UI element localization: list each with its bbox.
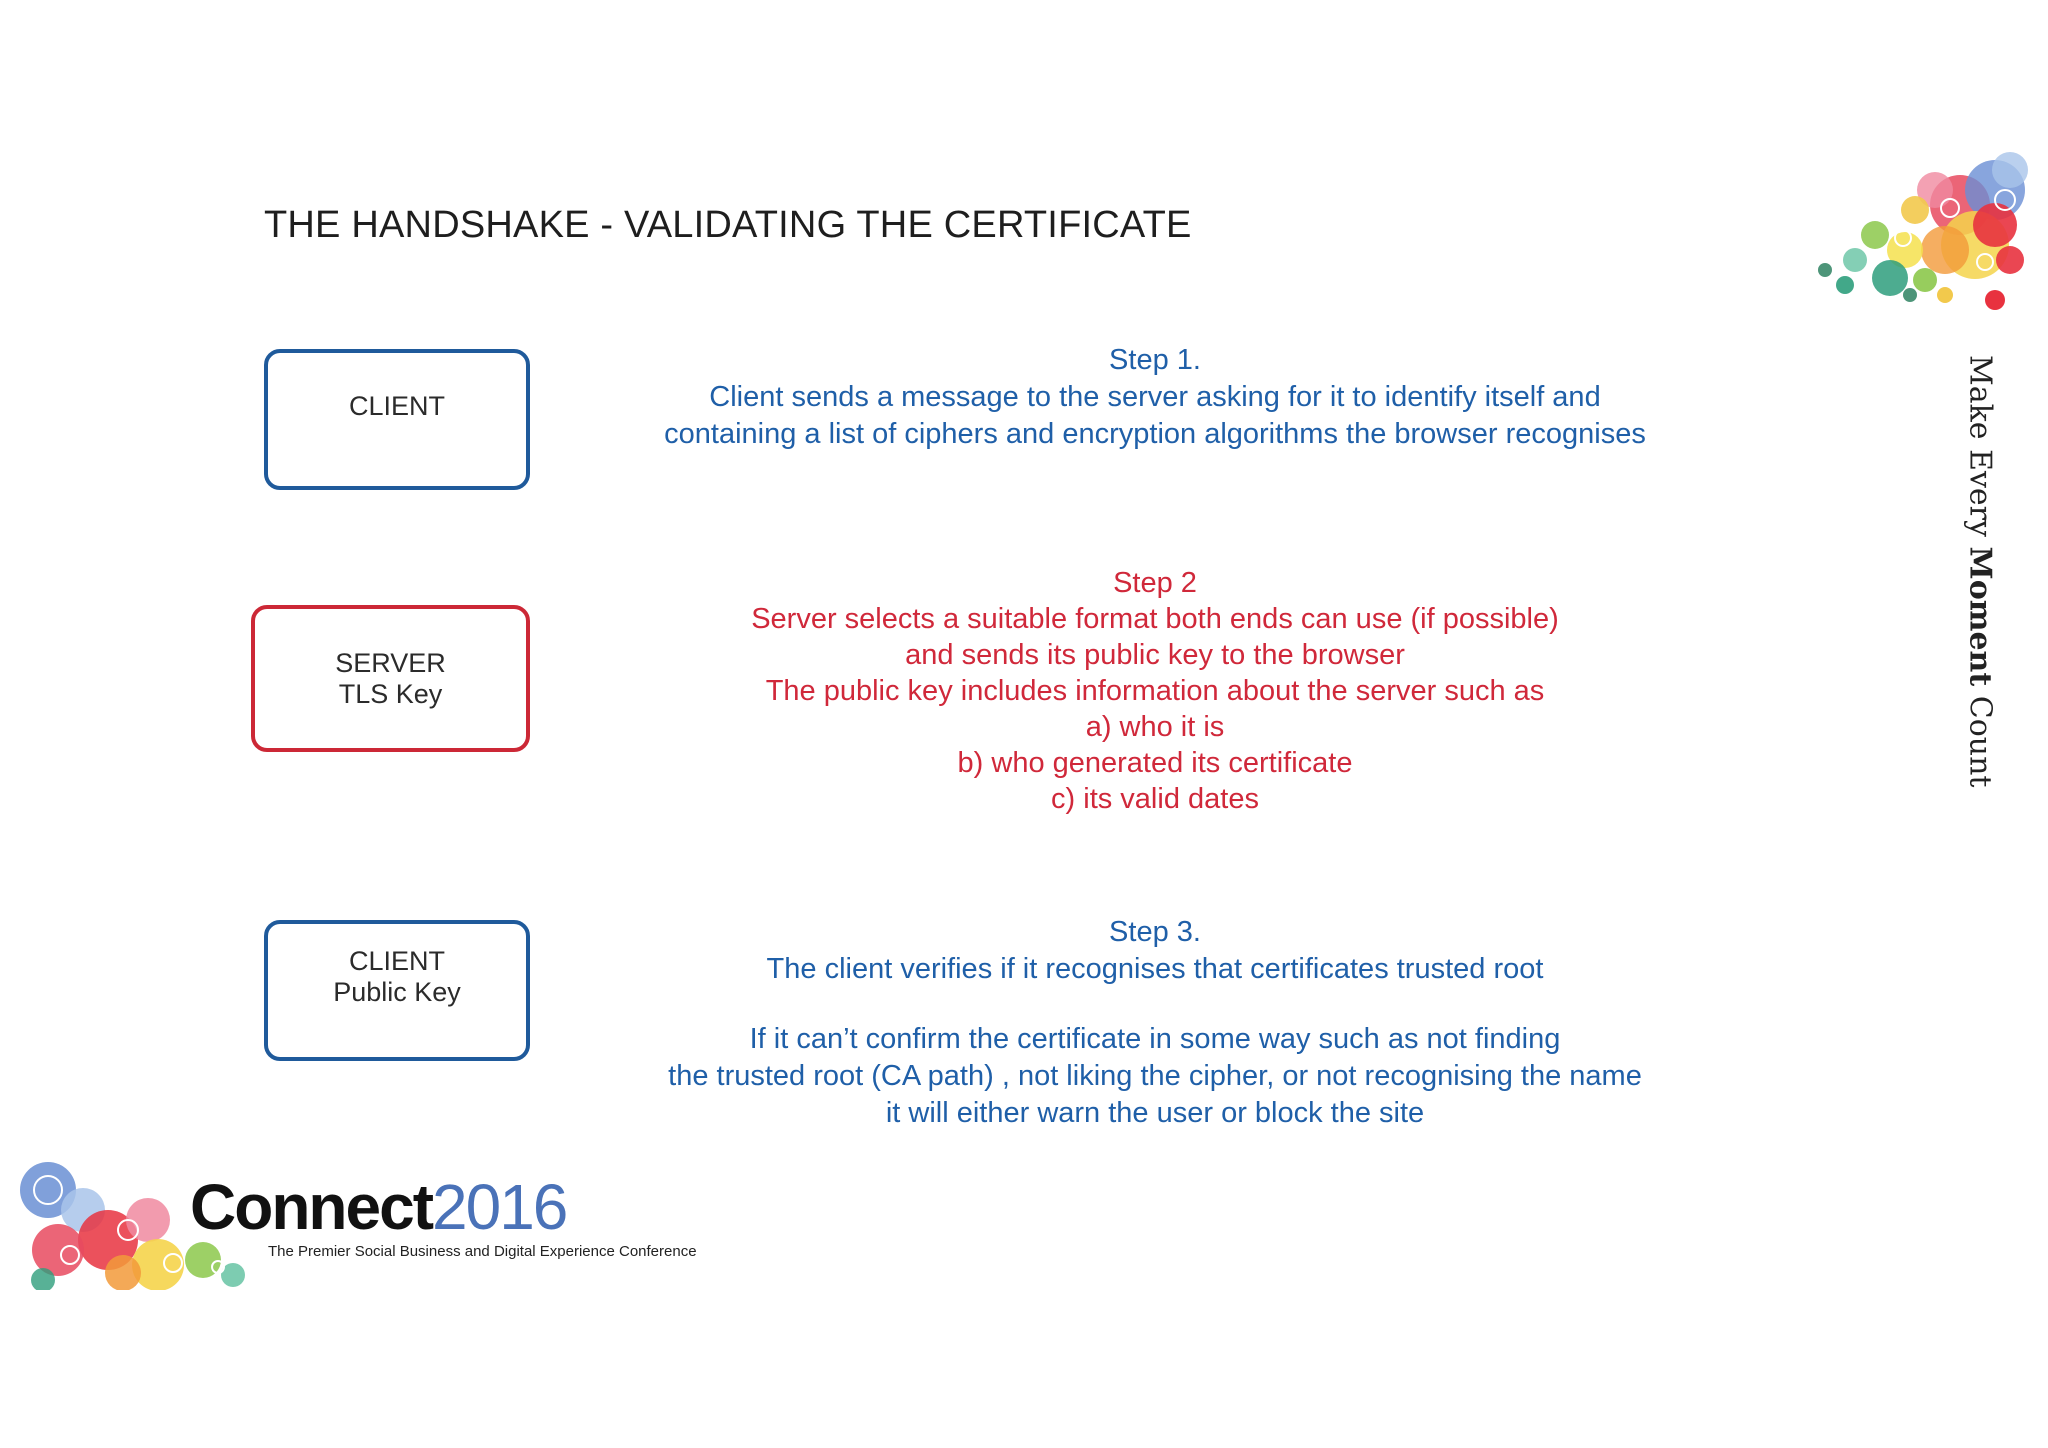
step-2-line: a) who it is bbox=[1085, 711, 1225, 743]
logo-year: 2016 bbox=[432, 1171, 567, 1243]
client-box bbox=[264, 349, 530, 490]
client-public-key-box bbox=[264, 920, 530, 1061]
step-2-line: and sends its public key to the browser bbox=[905, 639, 1405, 671]
step-2-heading: Step 2 bbox=[1113, 567, 1197, 599]
step-2-text bbox=[620, 565, 1690, 817]
step-3-line: If it can’t confirm the certificate in some way such as not finding bbox=[749, 1023, 1561, 1055]
logo-brand: Connect bbox=[190, 1171, 432, 1243]
client-key-box-sublabel: Public Key bbox=[333, 977, 461, 1007]
decorative-bubbles-top-right bbox=[1795, 150, 2035, 320]
vertical-tagline-text bbox=[1963, 355, 1998, 787]
step-1-line: containing a list of ciphers and encryption algorithms the browser recognises bbox=[664, 418, 1646, 450]
tagline-part: Make Every bbox=[1962, 355, 1998, 547]
tagline-bold: Moment bbox=[1962, 546, 1998, 687]
server-box-label: SERVER bbox=[335, 647, 446, 678]
step-3-line: The client verifies if it recognises that certificates trusted root bbox=[766, 953, 1544, 985]
server-box-sublabel: TLS Key bbox=[338, 678, 443, 709]
step-1-line: Client sends a message to the server asking for it to identify itself and bbox=[709, 381, 1601, 413]
step-3-text bbox=[620, 914, 1690, 1132]
step-1-text bbox=[620, 342, 1690, 453]
step-3-heading: Step 3. bbox=[1109, 916, 1201, 948]
step-3-line: it will either warn the user or block the site bbox=[885, 1097, 1425, 1129]
step-3-line: the trusted root (CA path) , not liking the cipher, or not recognising the name bbox=[668, 1060, 1642, 1092]
slide-title: THE HANDSHAKE - VALIDATING THE CERTIFICATE bbox=[264, 204, 1192, 246]
conference-tagline: The Premier Social Business and Digital Experience Conference bbox=[268, 1243, 697, 1260]
step-2-line: c) its valid dates bbox=[1051, 783, 1259, 815]
step-1-heading: Step 1. bbox=[1109, 344, 1201, 376]
vertical-tagline bbox=[1950, 355, 2010, 788]
connect-2016-logo bbox=[190, 1170, 566, 1244]
client-key-box-label: CLIENT bbox=[348, 946, 446, 976]
step-2-line: b) who generated its certificate bbox=[957, 747, 1353, 779]
step-2-line: Server selects a suitable format both ends can use (if possible) bbox=[751, 603, 1559, 635]
step-3-spacer bbox=[620, 988, 1690, 1021]
client-box-label: CLIENT bbox=[348, 391, 446, 421]
step-2-line: The public key includes information about the server such as bbox=[765, 675, 1545, 707]
server-tls-key-box bbox=[251, 605, 530, 752]
tagline-part: Count bbox=[1962, 686, 1998, 788]
